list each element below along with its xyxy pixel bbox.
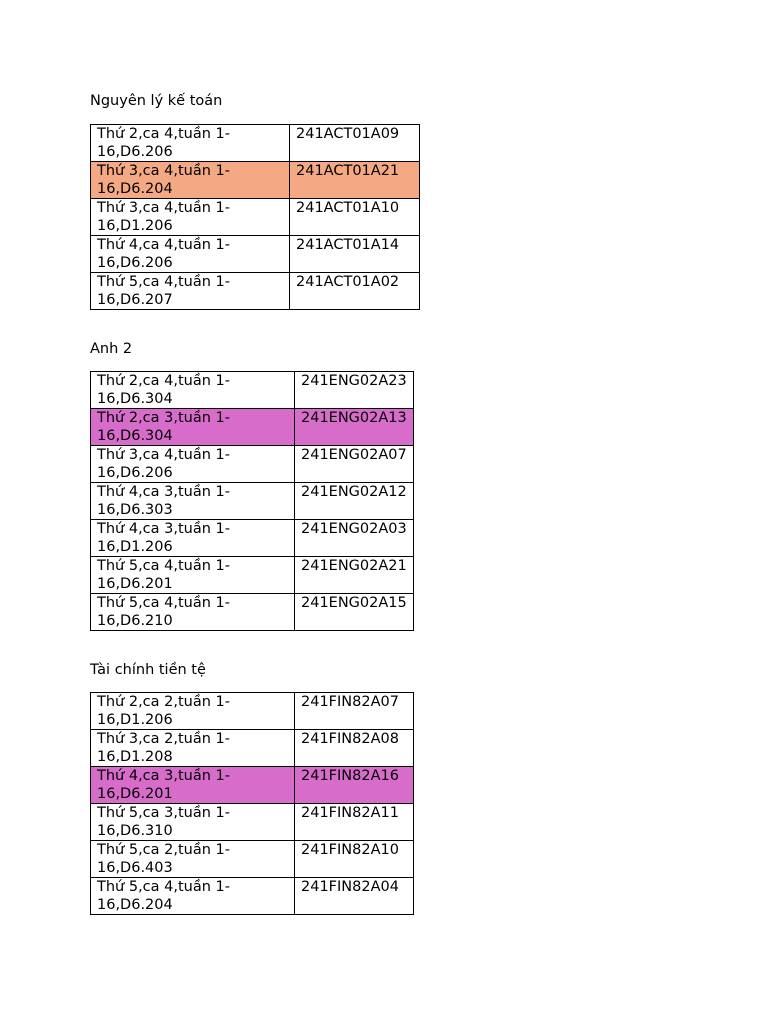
class-code-cell: 241FIN82A10 (295, 841, 414, 878)
schedule-cell: Thứ 5,ca 3,tuần 1-16,D6.310 (91, 804, 295, 841)
class-code-cell: 241ENG02A07 (295, 446, 414, 483)
schedule-table (90, 692, 414, 915)
class-code-cell: 241ENG02A21 (295, 557, 414, 594)
class-code-cell: 241ACT01A21 (290, 162, 420, 199)
schedule-cell: Thứ 2,ca 4,tuần 1-16,D6.206 (91, 125, 290, 162)
table-row (91, 767, 414, 804)
class-code-cell: 241FIN82A08 (295, 730, 414, 767)
class-code-cell: 241ENG02A15 (295, 594, 414, 631)
class-code-cell: 241ACT01A10 (290, 199, 420, 236)
schedule-cell: Thứ 4,ca 3,tuần 1-16,D6.201 (91, 767, 295, 804)
class-code-cell: 241ENG02A13 (295, 409, 414, 446)
class-code-cell: 241ENG02A12 (295, 483, 414, 520)
schedule-cell: Thứ 2,ca 4,tuần 1-16,D6.304 (91, 372, 295, 409)
table-row (91, 162, 420, 199)
class-code-cell: 241ACT01A14 (290, 236, 420, 273)
schedule-cell: Thứ 5,ca 2,tuần 1-16,D6.403 (91, 841, 295, 878)
class-code-cell: 241FIN82A04 (295, 878, 414, 915)
class-code-cell: 241FIN82A16 (295, 767, 414, 804)
table-row (91, 804, 414, 841)
table-row (91, 878, 414, 915)
schedule-table (90, 371, 414, 631)
schedule-table (90, 124, 420, 310)
table-row (91, 273, 420, 310)
schedule-cell: Thứ 4,ca 3,tuần 1-16,D6.303 (91, 483, 295, 520)
class-code-cell: 241ACT01A02 (290, 273, 420, 310)
class-code-cell: 241FIN82A11 (295, 804, 414, 841)
class-code-cell: 241ENG02A03 (295, 520, 414, 557)
table-row (91, 409, 414, 446)
table-row (91, 730, 414, 767)
table-row (91, 557, 414, 594)
class-code-cell: 241FIN82A07 (295, 693, 414, 730)
table-row (91, 372, 414, 409)
section-title: Anh 2 (90, 341, 133, 357)
class-code-cell: 241ACT01A09 (290, 125, 420, 162)
table-row (91, 483, 414, 520)
class-code-cell: 241ENG02A23 (295, 372, 414, 409)
schedule-cell: Thứ 3,ca 4,tuần 1-16,D6.204 (91, 162, 290, 199)
table-row (91, 693, 414, 730)
table-row (91, 520, 414, 557)
schedule-cell: Thứ 5,ca 4,tuần 1-16,D6.210 (91, 594, 295, 631)
schedule-cell: Thứ 5,ca 4,tuần 1-16,D6.207 (91, 273, 290, 310)
table-row (91, 125, 420, 162)
table-row (91, 841, 414, 878)
schedule-cell: Thứ 4,ca 4,tuần 1-16,D6.206 (91, 236, 290, 273)
table-row (91, 594, 414, 631)
section-title: Tài chính tiền tệ (90, 662, 206, 678)
schedule-cell: Thứ 3,ca 2,tuần 1-16,D1.208 (91, 730, 295, 767)
schedule-cell: Thứ 2,ca 2,tuần 1-16,D1.206 (91, 693, 295, 730)
schedule-cell: Thứ 5,ca 4,tuần 1-16,D6.201 (91, 557, 295, 594)
schedule-cell: Thứ 3,ca 4,tuần 1-16,D6.206 (91, 446, 295, 483)
schedule-cell: Thứ 4,ca 3,tuần 1-16,D1.206 (91, 520, 295, 557)
table-row (91, 446, 414, 483)
table-row (91, 199, 420, 236)
section-title: Nguyên lý kế toán (90, 93, 223, 109)
table-row (91, 236, 420, 273)
schedule-cell: Thứ 5,ca 4,tuần 1-16,D6.204 (91, 878, 295, 915)
schedule-cell: Thứ 3,ca 4,tuần 1-16,D1.206 (91, 199, 290, 236)
schedule-cell: Thứ 2,ca 3,tuần 1-16,D6.304 (91, 409, 295, 446)
